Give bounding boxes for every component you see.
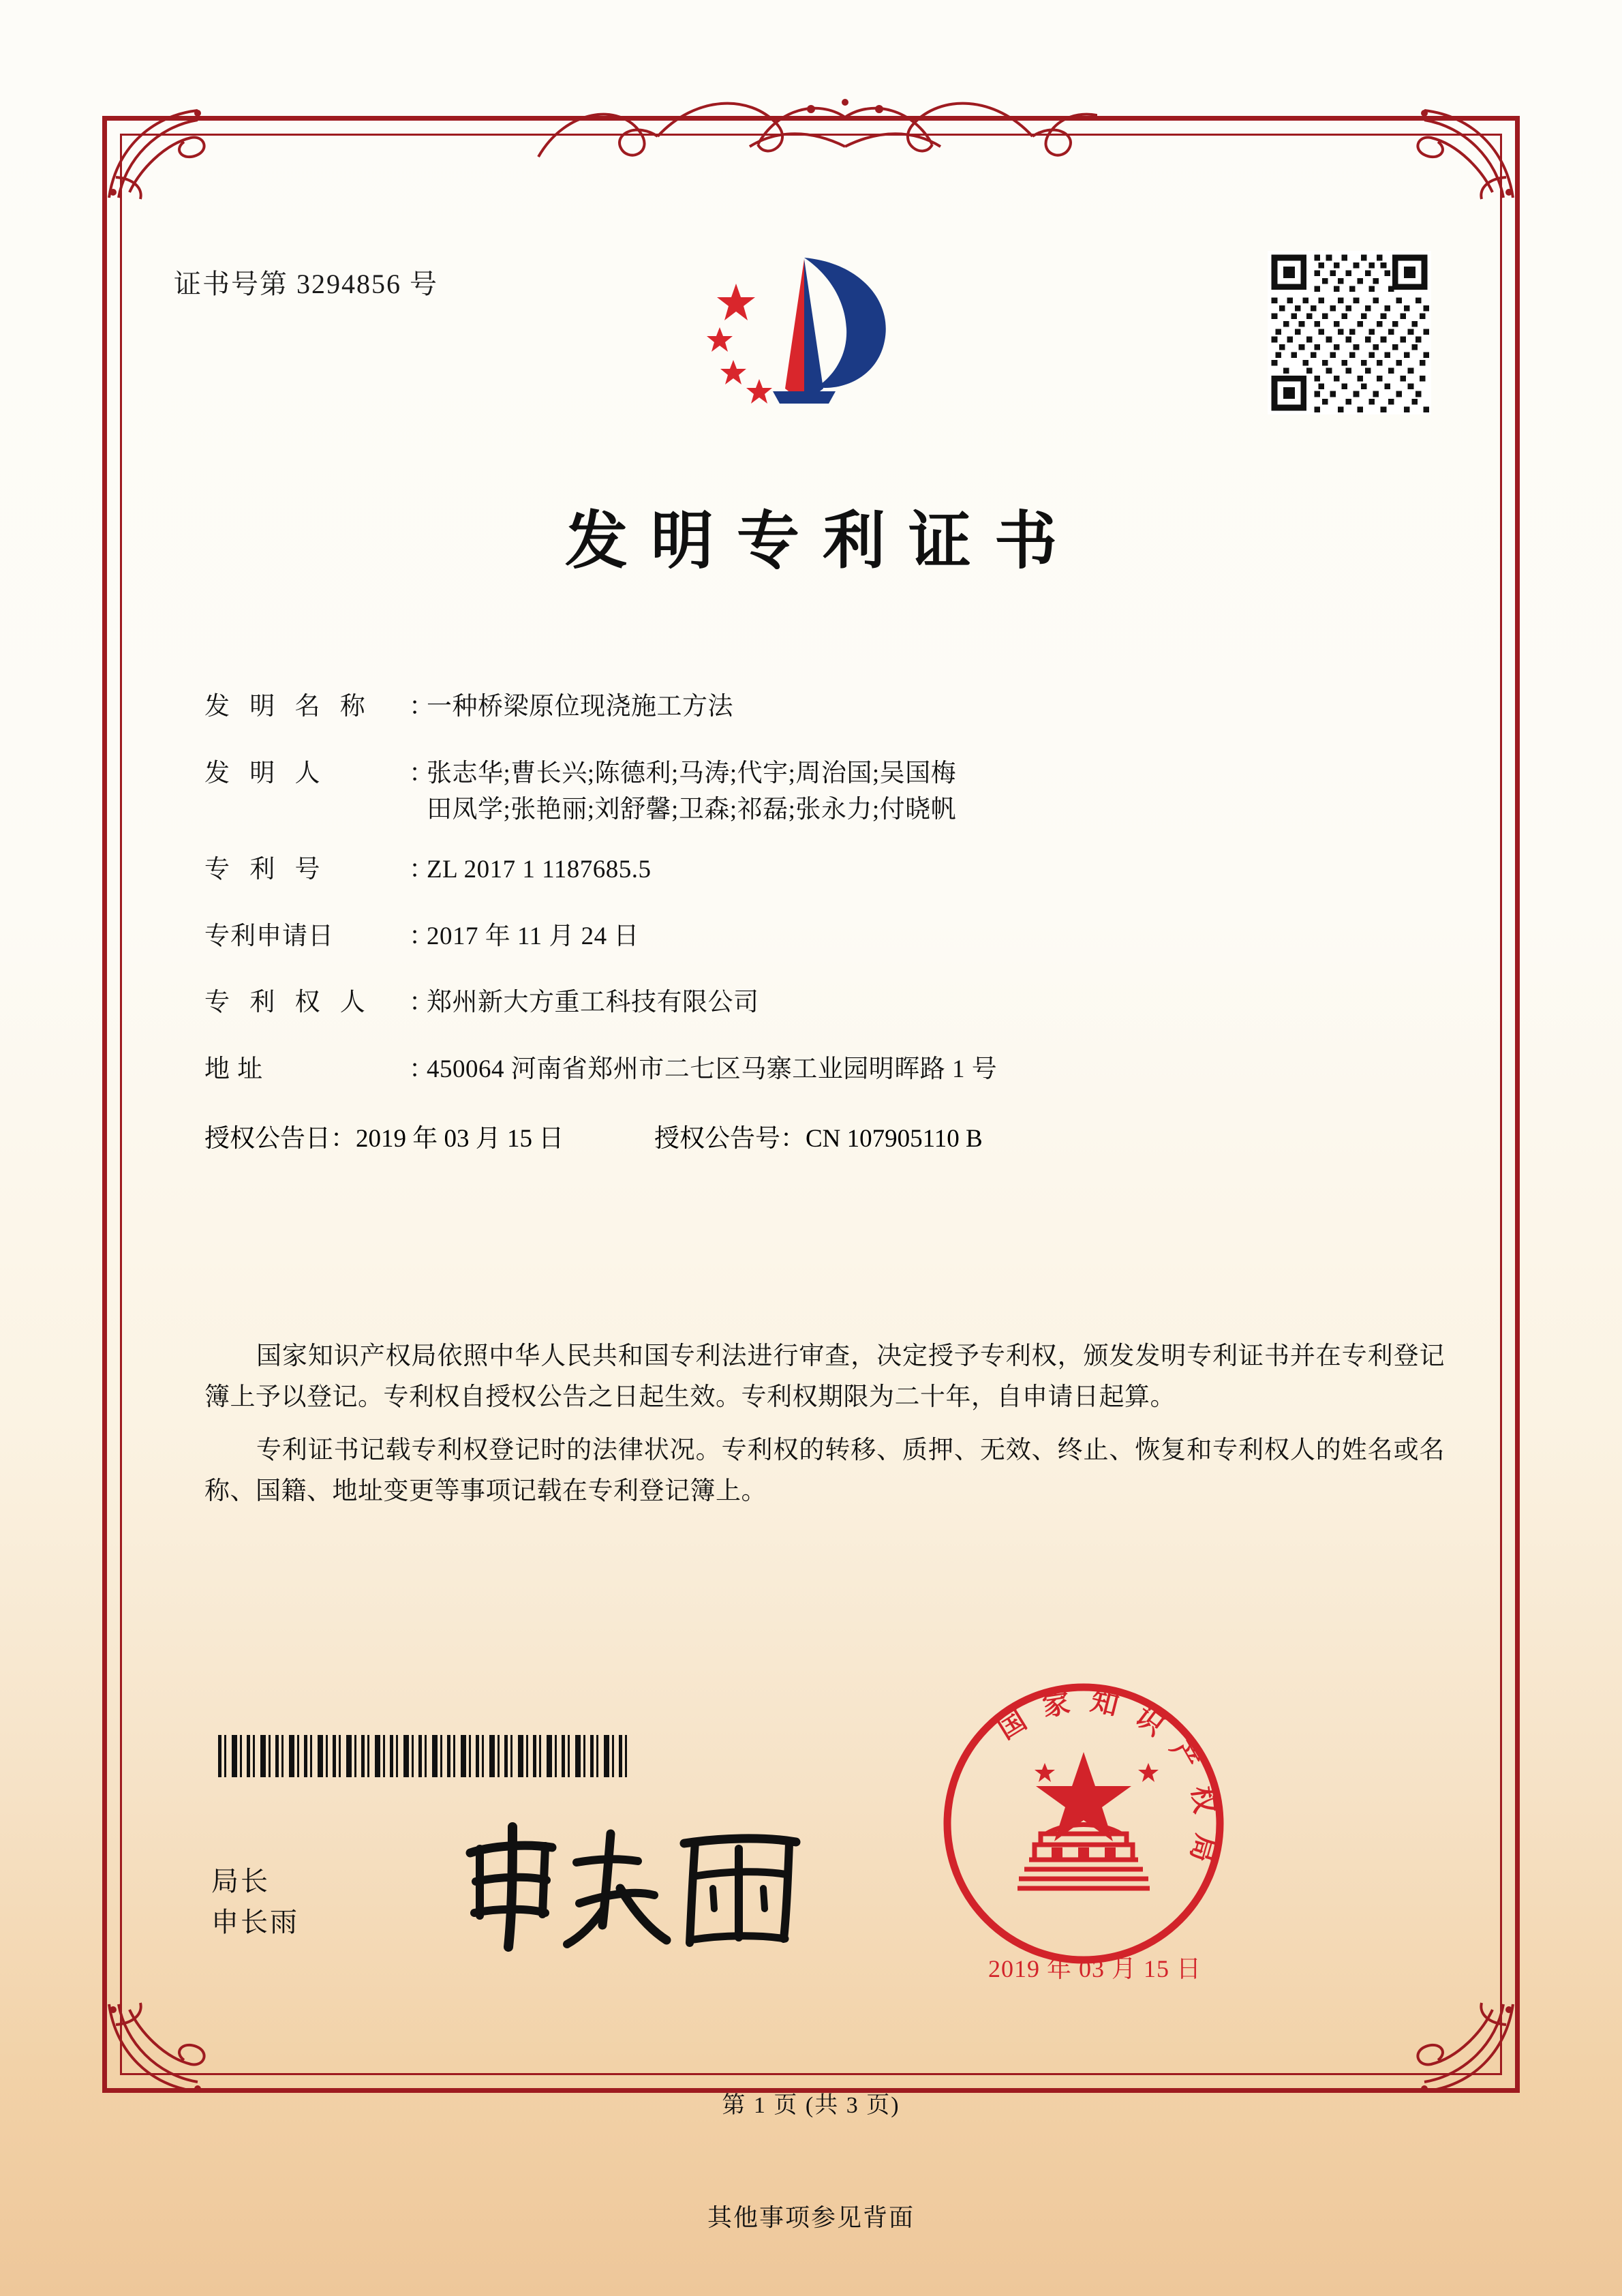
announce-date-value: 2019 年 03 月 15 日 (356, 1125, 564, 1153)
field-grant-announcement (204, 1117, 1431, 1154)
director-role: 局长 (211, 1866, 270, 1897)
field-list (204, 689, 1431, 1181)
field-colon: ： (409, 855, 434, 883)
field-value: 450064 河南省郑州市二七区马寨工业园明晖路 1 号 (427, 1055, 998, 1083)
announce-number-label: 授权公告号： (654, 1125, 806, 1153)
handwritten-signature-icon (450, 1813, 818, 1957)
field-patent-number (204, 851, 1431, 888)
field-value: 2017 年 11 月 24 日 (427, 922, 639, 950)
field-colon: ： (409, 988, 434, 1017)
field-colon: ： (409, 693, 434, 721)
paragraph-2: 专利证书记载专利权登记时的法律状况。专利权的转移、质押、无效、终止、恢复和专利权人的姓名或名称、国籍、地址变更等事项记载在专利登记簿上。 (204, 1436, 1445, 1505)
svg-text:国家知识产权局: 国家知识产权局 (992, 1684, 1223, 1883)
field-label: 发 明 名 称 (204, 693, 372, 721)
paragraph-1: 国家知识产权局依照中华人民共和国专利法进行审查，决定授予专利权，颁发发明专利证书并在专利登记簿上予以登记。专利权自授权公告之日起生效。专利权期限为二十年，自申请日起算。 (204, 1342, 1445, 1411)
barcode-icon (218, 1735, 627, 1777)
legal-text (204, 1336, 1445, 1524)
inventors-line-1: 张志华;曹长兴;陈德利;马涛;代宇;周治国;吴国梅 (427, 759, 957, 787)
certificate-number: 证书号第 3294856 号 (174, 269, 438, 299)
field-colon: ： (409, 1055, 434, 1083)
qr-code-icon (1268, 251, 1431, 414)
official-seal-icon (937, 1677, 1230, 1970)
field-value-wrap (427, 755, 1431, 828)
cnipa-logo-icon (702, 245, 906, 423)
field-colon: ： (409, 759, 434, 787)
field-value: 一种桥梁原位现浇施工方法 (427, 693, 733, 721)
announce-date (204, 1117, 654, 1154)
field-label: 专 利 号 (204, 855, 327, 883)
field-label: 专 利 权 人 (204, 988, 372, 1017)
field-application-date (204, 918, 1431, 955)
field-value: ZL 2017 1 1187685.5 (427, 855, 652, 883)
field-patentee (204, 984, 1431, 1021)
page-title: 发明专利证书 (564, 504, 1080, 577)
field-label: 发 明 人 (204, 759, 327, 787)
field-value: 郑州新大方重工科技有限公司 (427, 988, 759, 1017)
director-name: 申长雨 (211, 1907, 299, 1937)
field-colon: ： (409, 922, 434, 950)
page-indicator: 第 1 页 (共 3 页) (722, 2093, 900, 2118)
field-address (204, 1051, 1431, 1088)
back-side-note: 其他事项参见背面 (707, 2204, 915, 2231)
field-inventors (204, 755, 1431, 828)
field-label: 地 址 (204, 1055, 264, 1083)
field-label: 专利申请日 (204, 922, 334, 950)
seal-date: 2019 年 03 月 15 日 (988, 1955, 1202, 1982)
announce-date-label: 授权公告日： (204, 1125, 356, 1153)
announce-number (654, 1117, 983, 1154)
director-block (211, 1861, 299, 1943)
field-invention-name (204, 689, 1431, 725)
announce-number-value: CN 107905110 B (806, 1125, 983, 1153)
inventors-line-2: 田凤学;张艳丽;刘舒馨;卫森;祁磊;张永力;付晓帆 (427, 796, 957, 824)
